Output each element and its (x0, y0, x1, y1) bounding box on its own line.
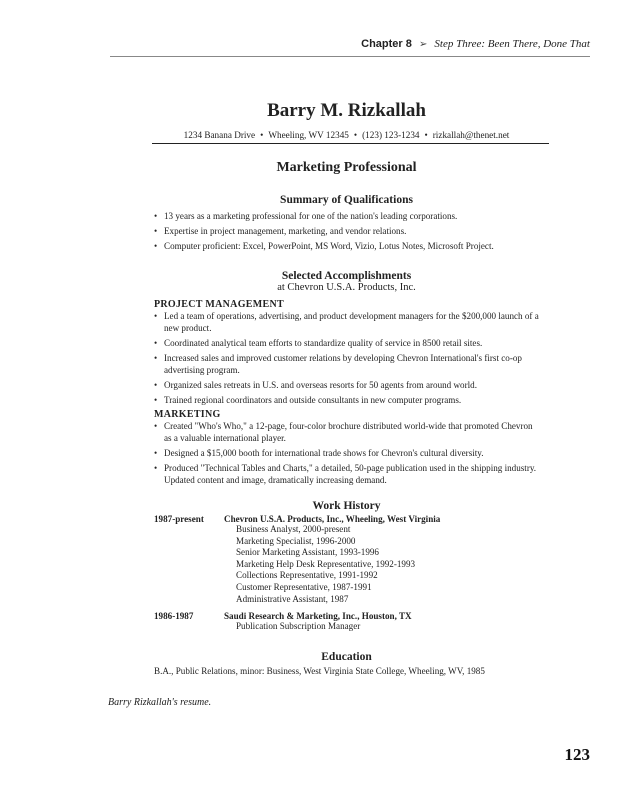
list-item: • Coordinated analytical team efforts to standardize quality of service in 8500 retail sites. (154, 337, 539, 349)
job-role: Business Analyst, 2000-present (236, 524, 351, 534)
summary-title: Summary of Qualifications (280, 194, 413, 206)
list-item: • Designed a $15,000 booth for international trade shows for Chevron's cultural diversity. (154, 447, 539, 459)
list-item: • Increased sales and improved customer relations by developing Chevron International's first co-op advertising program. (154, 352, 539, 376)
job-entry (154, 514, 539, 605)
job-role: Publication Subscription Manager (236, 621, 361, 632)
job-detail (224, 611, 539, 633)
job-role: Collections Representative, 1991-1992 (236, 570, 378, 581)
list-item: • 13 years as a marketing professional for one of the nation's leading corporations. (154, 210, 539, 222)
list-item: • Produced "Technical Tables and Charts," a detailed, 50-page publication used in the shipping industry. Updated content and image, dramatically increasing demand. (154, 462, 539, 486)
job-role: Marketing Help Desk Representative, 1992-1993 (236, 558, 416, 569)
bullet-icon: • (260, 130, 264, 140)
resume-name: Barry M. Rizkallah (267, 100, 426, 121)
resume-headline: Marketing Professional (276, 160, 417, 175)
contact-phone: (123) 123-1234 (362, 130, 420, 140)
list-item: • Expertise in project management, marketing, and vendor relations. (154, 225, 539, 237)
figure-caption: Barry Rizkallah's resume. (108, 697, 212, 708)
project-management-list (154, 310, 539, 406)
resume-figure (154, 100, 539, 676)
job-dates: 1987-present (154, 514, 204, 524)
summary-list (154, 210, 539, 252)
chapter-label: Chapter 8 (361, 38, 412, 50)
job-company: Saudi Research & Marketing, Inc., Houston, TX (224, 611, 412, 622)
running-head (361, 38, 590, 50)
accomplishments-title: Selected Accomplishments (281, 270, 412, 282)
accomplishments-subtitle: at Chevron U.S.A. Products, Inc. (277, 282, 416, 293)
list-item: • Organized sales retreats in U.S. and overseas resorts for 50 agents from around world. (154, 379, 539, 391)
bullet-icon: • (353, 130, 358, 140)
job-role: Marketing Specialist, 1996-2000 (236, 535, 356, 546)
list-item: • Computer proficient: Excel, PowerPoint, MS Word, Vizio, Lotus Notes, Microsoft Project. (154, 240, 539, 252)
job-role: Administrative Assistant, 1987 (236, 593, 349, 604)
list-item: • Led a team of operations, advertising, and product development managers for the $200,000 launch of a new product. (154, 310, 539, 334)
marketing-heading: MARKETING (154, 409, 221, 420)
bullet-icon: • (424, 130, 428, 140)
contact-line (154, 130, 539, 140)
job-company: Chevron U.S.A. Products, Inc., Wheeling, West Virginia (224, 514, 441, 524)
list-item: • Trained regional coordinators and outside consultants in new computer programs. (154, 394, 539, 406)
project-management-heading: PROJECT MANAGEMENT (154, 299, 284, 310)
contact-address: 1234 Banana Drive (183, 130, 256, 140)
job-entry (154, 611, 539, 633)
contact-city: Wheeling, WV 12345 (268, 130, 349, 140)
chapter-subtitle: Step Three: Been There, Done That (434, 38, 590, 50)
job-role: Senior Marketing Assistant, 1993-1996 (236, 547, 379, 558)
work-history-title: Work History (312, 500, 381, 512)
contact-rule (152, 143, 549, 144)
education-title: Education (321, 650, 372, 663)
page-number: 123 (564, 745, 590, 764)
job-detail (224, 514, 539, 605)
job-role: Customer Representative, 1987-1991 (236, 581, 372, 592)
marketing-list (154, 420, 539, 486)
header-rule (110, 56, 590, 57)
job-dates: 1986-1987 (154, 611, 194, 622)
list-item: • Created "Who's Who," a 12-page, four-color brochure distributed world-wide that promoted Chevron as a valuable international player. (154, 420, 539, 444)
contact-email: rizkallah@thenet.net (432, 130, 510, 140)
education-text: B.A., Public Relations, minor: Business, West Virginia State College, Wheeling, WV, 1985 (154, 665, 485, 676)
arrow-icon: ➢ (418, 39, 428, 50)
